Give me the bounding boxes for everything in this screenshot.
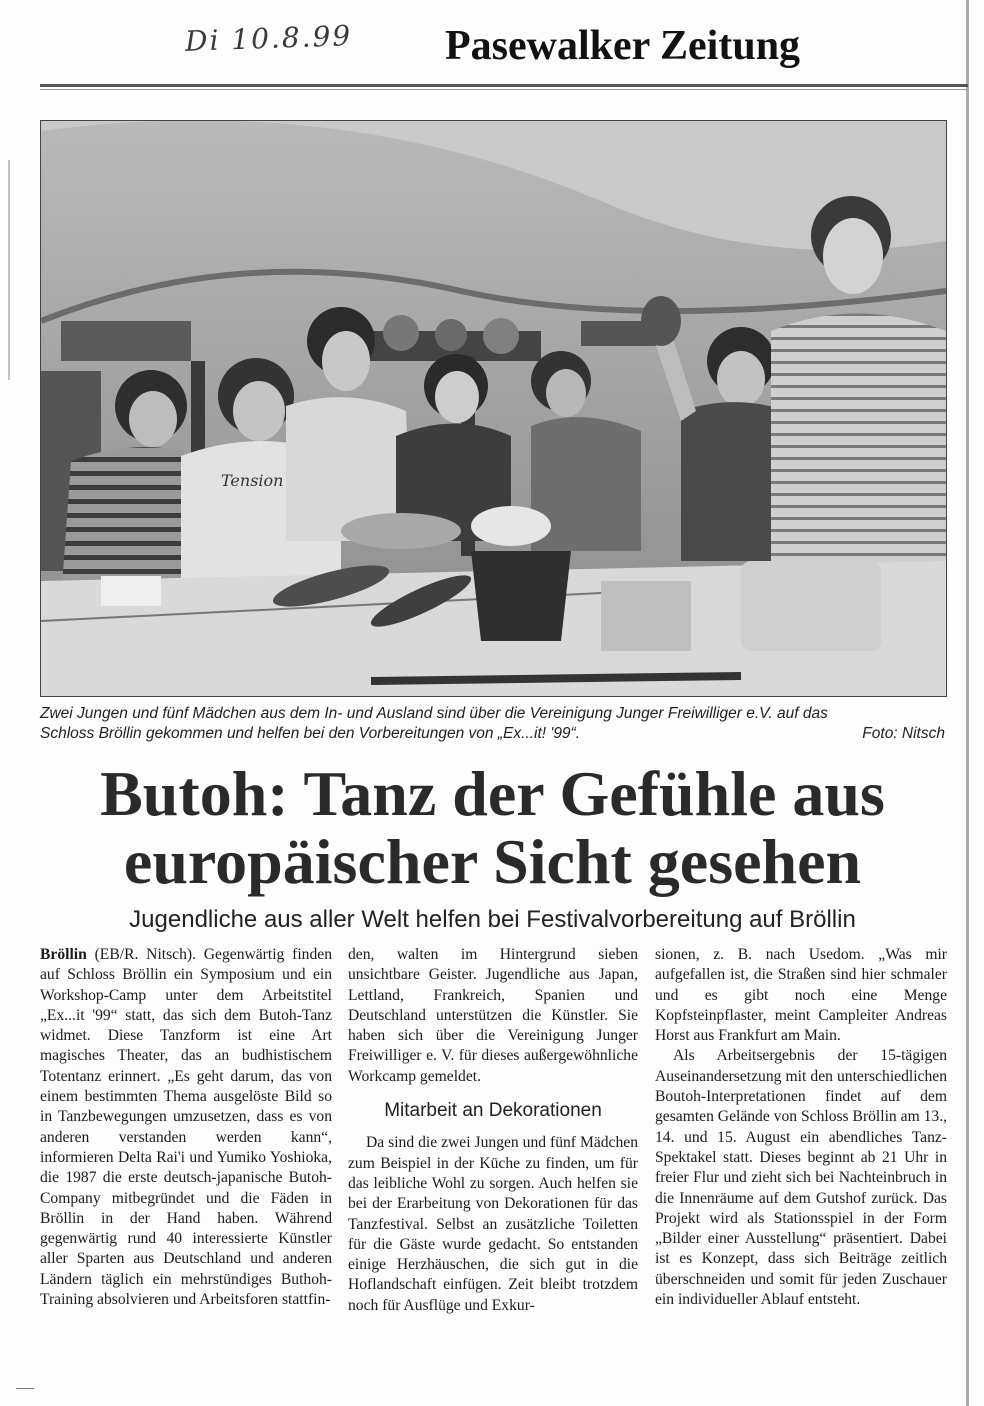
article-photo — [40, 120, 947, 697]
headline-line-2: europäischer Sicht gesehen — [123, 826, 862, 897]
photo-caption — [40, 704, 945, 744]
article-paragraph — [40, 945, 332, 1310]
article-paragraph: Als Arbeitsergebnis der 15-tägigen Auseinandersetzung mit den unterschiedlichen Boutoh-Interpretationen findet auf dem gesamten Gelände von Schloss Bröllin am 13., 14. und 15. August ein abendliches Tanz-Spektakel statt. Dieses beginnt ab 21 Uhr in freier Flur und zieht sich bei Nachteinbruch in die Innenräume auf dem Gutshof zurück. Das Projekt wird als Stationsspiel in der Form „Bilder einer Ausstellung“ präsentiert. Dabei ist es Konzept, dass sich Beiträge zeitlich überschneiden und somit für jeden Zuschauer ein individueller Ablauf entsteht. — [655, 1047, 947, 1309]
masthead-rule-thin — [40, 89, 968, 90]
article-paragraph: den, walten im Hintergrund sieben unsichtbare Geister. Jugendliche aus Japan, Lettland, Frankreich, Spanien und Deutschland unterstützen die Künstler. Sie haben sich über die Vereinigung Junger Freiwilliger e. V. für dieses außergewöhnliche Workcamp gemeldet. — [348, 946, 638, 1085]
newspaper-masthead: Pasewalker Zeitung — [445, 23, 801, 69]
headline-line-1: Butoh: Tanz der Gefühle aus — [100, 758, 885, 829]
article-paragraph: sionen, z. B. nach Usedom. „Was mir aufgefallen ist, die Straßen sind hier schmaler und es gibt noch eine Menge Kopfsteinpflaster, meint Campleiter Andreas Horst aus Frankfurt am Main. — [655, 946, 947, 1045]
article-column-2 — [348, 945, 638, 1316]
kitchen-scene-photo — [41, 121, 946, 696]
caption-line-1: Zwei Jungen und fünf Mädchen aus dem In- und Ausland sind über die Vereinigung Junger Freiwilliger e.V. auf das — [40, 705, 828, 722]
article-headline — [40, 760, 945, 896]
article-column-3 — [655, 945, 947, 1310]
scan-margin-mark — [16, 1388, 34, 1389]
article-dateline: Bröllin — [40, 946, 87, 963]
photo-credit: Foto: Nitsch — [862, 725, 945, 742]
masthead-rule — [40, 84, 968, 87]
handwritten-date: Di 10.8.99 — [184, 19, 353, 58]
article-text: (EB/R. Nitsch). Gegenwärtig finden auf Schloss Bröllin ein Symposium und ein Workshop-Camp unter dem Arbeitstitel „Ex...it '99“ statt, das sich dem Butoh-Tanz widmet. Diese Tanzform ist eine Art magisches Theater, das an budhistischem Totentanz erinnert. „Es geht darum, das von einem bestimmten Thema ausgelöste Bild so in Tanzbewegungen umzusetzen, dass es von anderen verstanden werden kann“, informieren Delta Rai'i und Yumiko Yoshioka, die 1987 die erste deutsch-japanische Butoh-Company mitbegründet und die Fäden in Bröllin in der Hand haben. Während gegenwärtig rund 40 interessierte Künstler aller Sparten aus Deutschland und anderen Ländern täglich ein mehrstündiges Buthoh-Training absolvieren und Arbeitsforen stattfin- — [40, 946, 332, 1309]
section-heading: Mitarbeit an Dekorationen — [384, 1100, 602, 1122]
caption-line-2: Schloss Bröllin gekommen und helfen bei den Vorbereitungen von „Ex...it! '99“. — [40, 725, 581, 742]
article-subheadline: Jugendliche aus aller Welt helfen bei Festivalvorbereitung auf Bröllin — [129, 906, 856, 933]
article-column-1 — [40, 945, 332, 1310]
scan-edge-line — [966, 0, 969, 1406]
photo-shirt-lettering: Tension — [221, 471, 284, 490]
scan-margin-mark — [8, 160, 10, 380]
article-paragraph: Da sind die zwei Jungen und fünf Mädchen zum Beispiel in der Küche zu finden, um für das leibliche Wohl zu sorgen. Auch helfen sie bei der Erarbeitung von Dekorationen für das Tanzfestival. Selbst an zusätzliche Toiletten für die Gäste wurde gedacht. So entstanden einige Herzhäuschen, die sich gut in die Hoflandschaft einfügen. Zeit bleibt trotzdem noch für Ausflüge und Exkur- — [348, 1134, 638, 1314]
